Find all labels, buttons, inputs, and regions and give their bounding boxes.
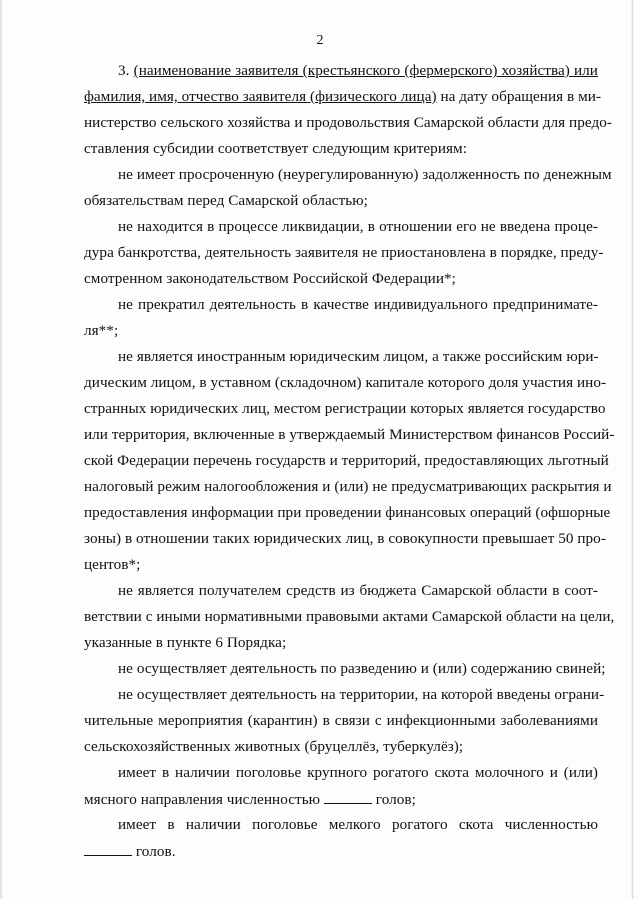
criterion-no-debt-line-1: не имеет просроченную (неурегулированную) задолженность по денежным: [118, 166, 612, 183]
paragraph-3-line-4: ставления субсидии соответствует следующим критериям:: [84, 140, 467, 157]
criterion-small-cattle-line-1: имеет в наличии поголовье мелкого рогатого скота численностью: [118, 816, 598, 833]
criterion-foreign-line-8: зоны) в отношении таких юридических лиц, в совокупности превышает 50 про-: [84, 530, 606, 547]
small-cattle-count-blank[interactable]: [84, 842, 132, 856]
criterion-no-debt-line-2: обязательствам перед Самарской областью;: [84, 192, 368, 209]
criterion-foreign-line-1: не является иностранным юридическим лицом, а также российским юри-: [118, 348, 599, 365]
criterion-foreign-line-2: дическим лицом, в уставном (складочном) капитале которого доля участия ино-: [84, 374, 607, 391]
scan-left-edge: [0, 0, 2, 899]
applicant-name-placeholder: (наименование заявителя (крестьянского (фермерского) хозяйства) или: [133, 62, 598, 79]
criterion-no-liquidation-line-2: дура банкротства, деятельность заявителя не приостановлена в порядке, преду-: [84, 244, 604, 261]
criterion-budget-line-3: указанные в пункте 6 Порядка;: [84, 634, 287, 651]
applicant-person-placeholder: фамилия, имя, отчество заявителя (физического лица): [84, 88, 437, 105]
criterion-no-liquidation-line-3: смотренном законодательством Российской Федерации*;: [84, 270, 456, 287]
criterion-budget-line-1: не является получателем средств из бюджета Самарской области в соот-: [118, 582, 598, 599]
criterion-foreign-line-3: странных юридических лиц, местом регистрации которых является государство: [84, 400, 606, 417]
scan-right-edge: [631, 0, 634, 899]
criterion-cattle-line-2: мясного направления численностью голов;: [84, 791, 416, 808]
criterion-foreign-line-6: налоговый режим налогообложения и (или) не предусматривающих раскрытия и: [84, 478, 612, 495]
criterion-foreign-line-9: центов*;: [84, 556, 141, 573]
criterion-quarantine-line-3: сельскохозяйственных животных (бруцеллёз, туберкулёз);: [84, 738, 464, 755]
paragraph-3-line-3: нистерство сельского хозяйства и продовольствия Самарской области для предо-: [84, 114, 612, 131]
criterion-budget-line-2: ветствии с иными нормативными правовыми актами Самарской области на цели,: [84, 608, 615, 625]
criterion-foreign-line-7: предоставления информации при проведении финансовых операций (офшорные: [84, 504, 611, 521]
criterion-cattle-line-1: имеет в наличии поголовье крупного рогатого скота молочного и (или): [118, 764, 598, 781]
criterion-entrepreneur-line-2: ля**;: [84, 322, 119, 339]
cattle-count-blank[interactable]: [324, 790, 372, 804]
criterion-quarantine-line-1: не осуществляет деятельность на территории, на которой введены ограни-: [118, 686, 605, 703]
item-number: 3.: [118, 62, 130, 79]
page-number: 2: [316, 33, 324, 48]
criterion-foreign-line-5: ской Федерации перечень государств и территорий, предоставляющих льготный: [84, 452, 609, 469]
paragraph-3-line-2: фамилия, имя, отчество заявителя (физического лица) на дату обращения в ми-: [84, 88, 602, 105]
paragraph-3-line-1: [118, 62, 598, 80]
criterion-no-liquidation-line-1: не находится в процессе ликвидации, в отношении его не введена проце-: [118, 218, 598, 235]
criterion-no-pigs-line-1: не осуществляет деятельность по разведению и (или) содержанию свиней;: [118, 660, 606, 677]
criterion-entrepreneur-line-1: не прекратил деятельность в качестве индивидуального предпринимате-: [118, 296, 598, 313]
criterion-quarantine-line-2: чительные мероприятия (карантин) в связи с инфекционными заболеваниями: [84, 712, 598, 729]
criterion-small-cattle-line-2: голов.: [84, 842, 176, 861]
criterion-foreign-line-4: или территория, включенные в утверждаемый Министерством финансов Россий-: [84, 426, 615, 443]
